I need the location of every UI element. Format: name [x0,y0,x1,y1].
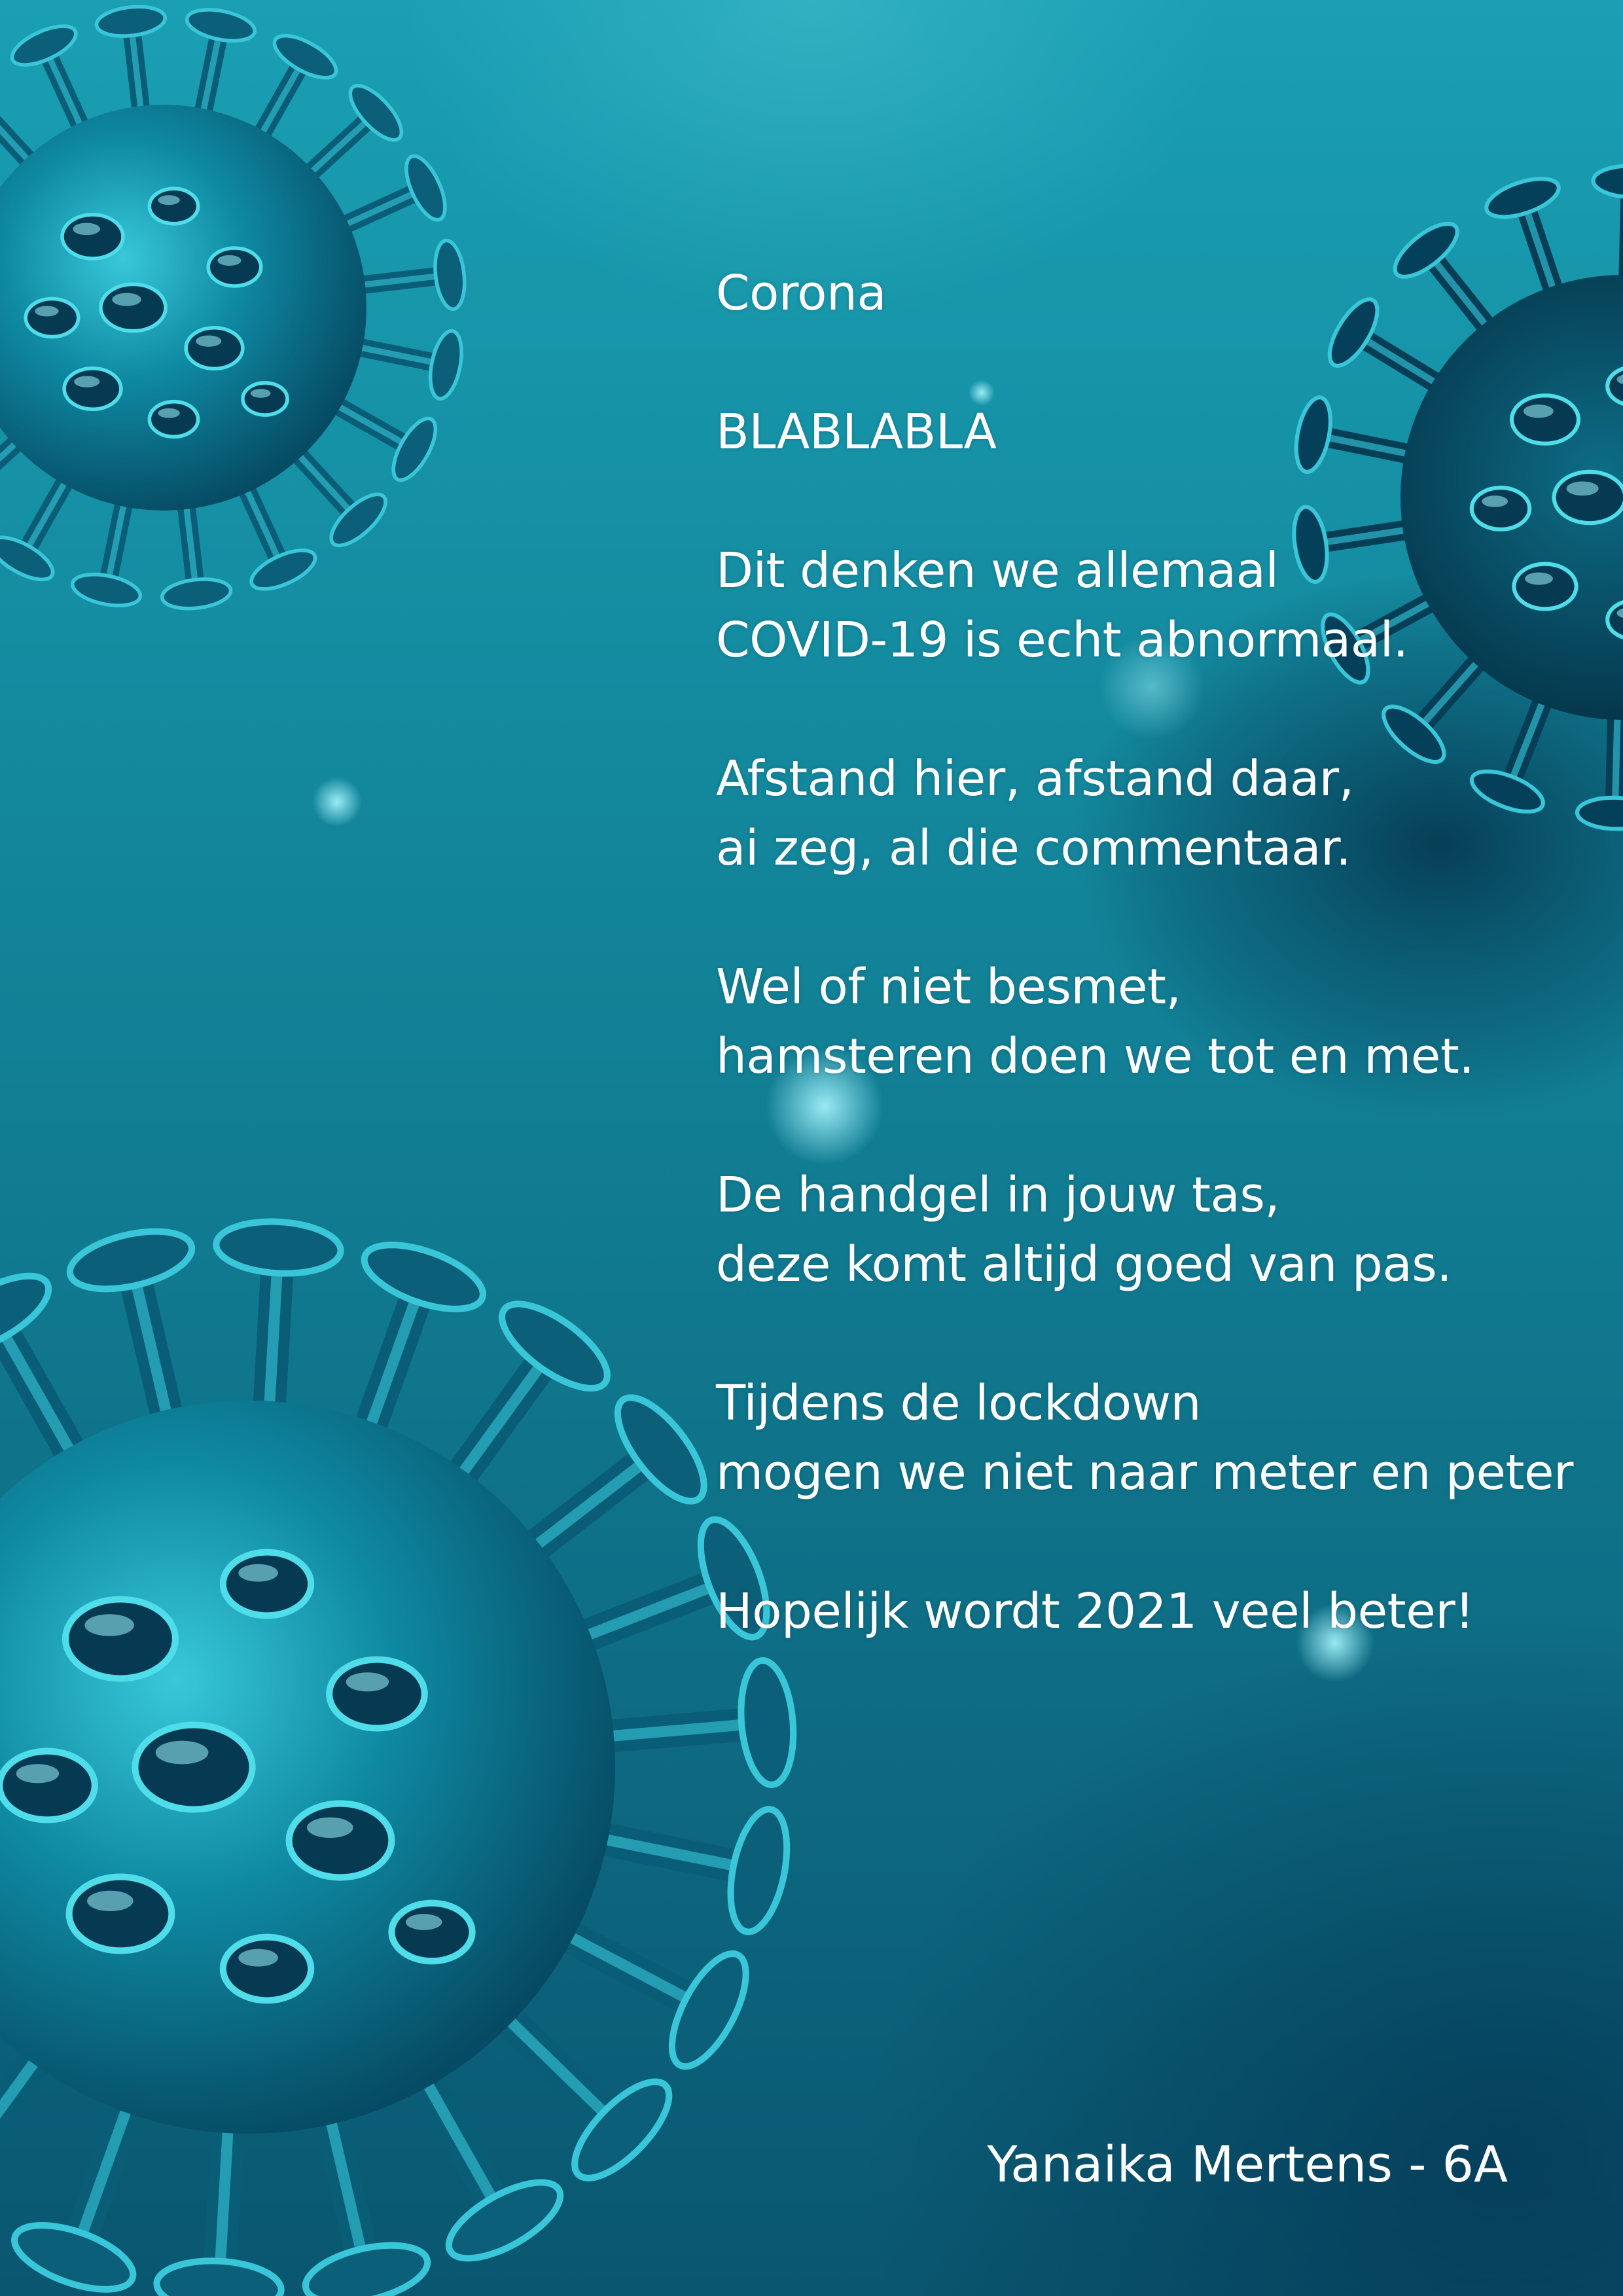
virus-bump [289,1804,392,1878]
virus-bump [101,284,166,331]
virus-bump [149,402,198,437]
virus-bump [186,328,243,368]
virus-spike-cap [70,569,143,611]
virus-bump-highlight [35,306,58,316]
virus-spike-cap [438,2168,571,2274]
virus-bump [391,1903,472,1962]
poem-stanza [716,1369,1606,1507]
virus-spike-cap [1593,165,1623,198]
virus-spike-cap [0,2131,9,2246]
virus-spike-cap [160,576,232,612]
virus-bump-highlight [158,408,179,418]
virus-bump [208,248,261,286]
virus-bump-highlight [87,1891,134,1911]
virus-bump [69,1877,172,1951]
virus-spike-cap [155,2257,283,2296]
poem-line: Hopelijk wordt 2021 veel beter! [716,1583,1474,1640]
virus-bump-highlight [158,195,179,205]
poem-line: ai zeg, al die commentaar. [716,820,1351,876]
virus-spike-cap [184,5,257,46]
poem-line: De handgel in jouw tas, [716,1167,1280,1223]
poem-line: mogen we niet naar meter en peter [716,1444,1573,1501]
glow-spot [312,777,362,827]
virus-icon [0,3,468,612]
virus-spike-cap [721,1804,796,1937]
poem-line: Afstand hier, afstand daar, [716,751,1354,807]
virus-icon [0,1219,798,2296]
virus-bump [26,298,79,336]
virus-bump [135,1725,252,1809]
virus-spike-cap [385,412,444,486]
poem-line: Tijdens de lockdown [716,1375,1202,1431]
virus-bump [223,1552,311,1616]
poem-stanza [716,1577,1606,1646]
virus-spike-cap [425,328,467,401]
poem-subtitle: BLABLABLA [716,404,997,460]
virus-bump-highlight [217,255,241,266]
virus-bump-highlight [307,1818,353,1838]
poem-title: Corona [716,265,887,321]
virus-bump-highlight [84,1614,134,1636]
virus-bump-highlight [156,1741,209,1765]
virus-bump-highlight [16,1764,60,1783]
poem-stanza [716,536,1606,675]
virus-bump-highlight [238,1949,277,1967]
virus-bump-highlight [251,389,271,398]
poem-line: Dit denken we allemaal [716,543,1279,599]
poem-stanza [716,1160,1606,1299]
virus-spike-cap [268,27,342,86]
virus-bump [223,1937,311,2001]
poem [716,259,1606,1715]
virus-spike-cap [657,1943,760,2077]
virus-bump [243,383,287,415]
virus-bump-highlight [74,376,99,387]
virus-bump [65,1600,175,1679]
poem-line: COVID-19 is echt abnormaal. [716,612,1408,668]
virus-bump-highlight [73,223,100,236]
virus-bump-highlight [346,1672,389,1691]
virus-spike-cap [215,1219,342,1277]
virus-bump-highlight [238,1564,277,1582]
virus-spike-cap [95,3,167,39]
poem-stanza [716,952,1606,1091]
virus-bump [149,188,198,224]
virus-bump [329,1660,425,1729]
poem-stanza [716,744,1606,883]
virus-bump [64,368,121,409]
poem-line: deze komt altijd goed van pas. [716,1236,1452,1293]
virus-spike-cap [432,239,468,311]
virus-bump-highlight [112,293,141,306]
virus-bump [0,1751,95,1820]
virus-bump-highlight [406,1914,442,1930]
virus-spike-cap [64,1221,197,1299]
poem-line: hamsteren doen we tot en met. [716,1028,1474,1085]
author-signature: Yanaika Mertens - 6A [987,2135,1508,2193]
virus-bump [62,215,123,259]
poem-line: Wel of niet besmet, [716,959,1181,1015]
virus-bump-highlight [196,335,221,346]
